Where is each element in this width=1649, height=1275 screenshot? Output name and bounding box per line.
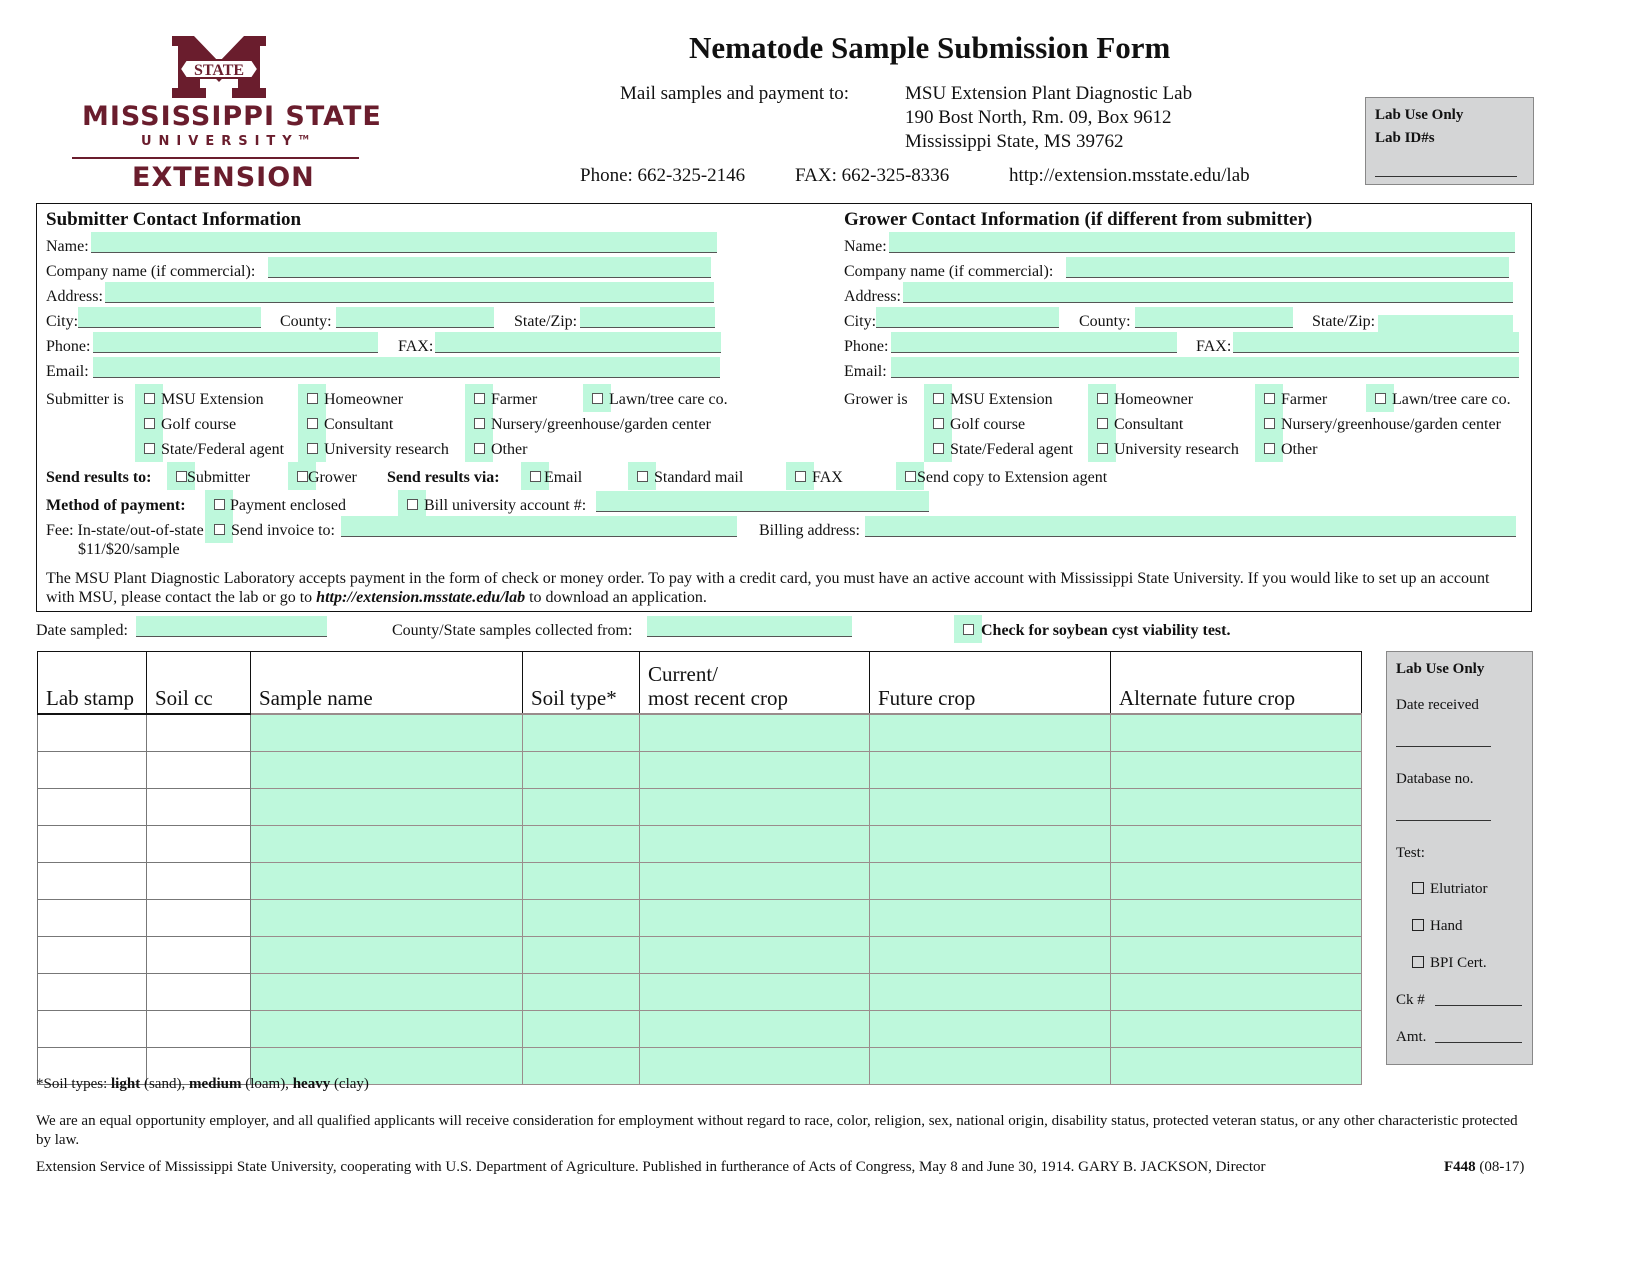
date-received-line[interactable] [1396,746,1491,747]
lab-stamp-cell [38,900,147,937]
submitter-fax-field[interactable] [435,332,721,353]
submitter-agent-checkbox[interactable] [135,434,163,462]
submitter-city-field[interactable] [78,307,261,328]
future-crop-cell[interactable] [870,714,1111,752]
current-crop-cell[interactable] [640,974,870,1011]
soil-cc-cell [147,863,251,900]
date-sampled-field[interactable] [136,616,327,637]
submitter-name-label: Name: [46,238,89,255]
future-crop-cell[interactable] [870,937,1111,974]
submitter-email-field[interactable] [93,357,720,378]
alt-future-crop-cell[interactable] [1111,937,1362,974]
send-results-via-label: Send results via: [387,469,500,486]
submitter-email-label: Email: [46,363,89,380]
submitter-golf-checkbox[interactable] [135,409,163,437]
sample-name-cell[interactable] [251,1011,523,1048]
current-crop-cell[interactable] [640,937,870,974]
table-row [38,900,1362,937]
phone: Phone: 662-325-2146 [580,165,746,186]
table-header-row [38,652,1362,715]
soil-type-cell[interactable] [523,974,640,1011]
submitter-statezip-label: State/Zip: [514,313,578,330]
table-row [38,863,1362,900]
submitter-lawn-checkbox[interactable] [583,384,611,412]
sample-name-cell[interactable] [251,752,523,789]
submitter-opt-label: University research [324,441,449,458]
soil-type-cell[interactable] [523,714,640,752]
submitter-heading: Submitter Contact Information [46,209,302,230]
alt-future-crop-cell[interactable] [1111,789,1362,826]
grower-opt-label: Lawn/tree care co. [1392,391,1511,408]
grower-name-field[interactable] [889,232,1515,253]
submitter-phone-field[interactable] [93,332,378,353]
soil-type-cell[interactable] [523,863,640,900]
submitter-address-label: Address: [46,288,103,305]
via-mail-checkbox[interactable] [628,462,656,490]
soil-cc-cell [147,789,251,826]
col-sample-name: Sample name [251,652,523,715]
submitter-fax-label: FAX: [398,338,434,355]
form-number: F448 (08-17) [1444,1159,1525,1175]
current-crop-cell[interactable] [640,863,870,900]
results-to-submitter-label: Submitter [187,469,251,486]
submitter-address-field[interactable] [105,282,714,303]
billing-address-field[interactable] [865,516,1516,537]
soil-cc-cell [147,752,251,789]
side-lab-use-title: Lab Use Only [1396,661,1485,677]
website-link[interactable]: http://extension.msstate.edu/lab [1009,165,1250,186]
submitter-company-field[interactable] [268,257,711,278]
lab-use-box-top [1365,97,1534,185]
soybean-cyst-checkbox[interactable] [954,615,982,643]
lab-stamp-cell [38,789,147,826]
submitter-farmer-checkbox[interactable] [465,384,493,412]
lab-use-title: Lab Use Only [1375,107,1464,123]
sample-rows [38,714,1362,1085]
future-crop-cell[interactable] [870,1011,1111,1048]
sample-name-cell[interactable] [251,900,523,937]
soil-type-cell[interactable] [523,752,640,789]
grower-homeowner-checkbox[interactable] [1088,384,1116,412]
lab-stamp-cell [38,937,147,974]
database-label: Database no. [1396,771,1474,787]
sample-name-cell[interactable] [251,863,523,900]
submitter-type-label: Submitter is [46,391,124,408]
submitter-opt-label: Golf course [161,416,237,433]
soil-cc-cell [147,900,251,937]
payment-note: The MSU Plant Diagnostic Laboratory accepts payment in the form of check or money order. To pay with a credit card, you must have an active account with Mississippi State University. If you would like to set up an account with MSU, please contact the lab or go to http://extension.msstate.edu/lab to download an application. [46,570,1490,606]
eeo-statement: We are an equal opportunity employer, and all qualified applicants will receive consideration for employment without regard to race, color, religion, sex, national origin, disability status, protected veteran status, or any other characteristic protected by law. [36,1113,1518,1148]
col-soil-type: Soil type* [523,652,640,715]
logo-university: UNIVERSITY™ [141,134,309,149]
test-elutriator[interactable]: Elutriator [1412,880,1487,898]
col-soil-cc: Soil cc [147,652,251,715]
grower-city-label: City: [844,313,877,330]
soil-type-cell[interactable] [523,1048,640,1085]
soil-cc-cell [147,974,251,1011]
payment-enclosed-checkbox[interactable] [205,490,233,518]
billing-address-label: Billing address: [759,522,860,539]
sample-name-cell[interactable] [251,789,523,826]
grower-county-field[interactable] [1135,307,1293,328]
soil-type-cell[interactable] [523,937,640,974]
via-fax-label: FAX [812,469,843,486]
sample-name-cell[interactable] [251,826,523,863]
soil-cc-cell [147,1011,251,1048]
invoice-recipient-field[interactable] [341,516,737,537]
county-state-label: County/State samples collected from: [392,622,633,639]
grower-agent-checkbox[interactable] [924,434,952,462]
hand-checkbox-icon [1412,919,1424,931]
send-invoice-checkbox[interactable] [205,515,233,543]
submitter-msu-extension-checkbox[interactable] [135,384,163,412]
current-crop-cell[interactable] [640,1048,870,1085]
application-link[interactable]: http://extension.msstate.edu/lab [316,589,526,606]
col-alt-future-crop: Alternate future crop [1111,652,1362,715]
submitter-opt-label: Homeowner [324,391,404,408]
submitter-consultant-checkbox[interactable] [298,409,326,437]
table-row [38,789,1362,826]
alt-future-crop-cell[interactable] [1111,900,1362,937]
current-crop-cell[interactable] [640,900,870,937]
submitter-phone-label: Phone: [46,338,91,355]
soil-cc-cell [147,937,251,974]
submitter-city-label: City: [46,313,79,330]
current-crop-cell[interactable] [640,1011,870,1048]
alt-future-crop-cell[interactable] [1111,863,1362,900]
soybean-cyst-label: Check for soybean cyst viability test. [981,622,1231,639]
submitter-opt-label: Nursery/greenhouse/garden center [491,416,711,433]
soil-cc-cell [147,714,251,752]
submitter-opt-label: Lawn/tree care co. [609,391,728,408]
grower-address-label: Address: [844,288,901,305]
alt-future-crop-cell[interactable] [1111,974,1362,1011]
grower-opt-label: MSU Extension [950,391,1053,408]
grower-opt-label: Golf course [950,416,1026,433]
address-line-1: MSU Extension Plant Diagnostic Lab [905,83,1193,104]
soil-types-note: *Soil types: light (sand), medium (loam), heavy (clay) [36,1076,369,1092]
submitter-county-label: County: [280,313,332,330]
submitter-opt-label: Consultant [324,416,394,433]
elutriator-checkbox-icon [1412,882,1424,894]
alt-future-crop-cell[interactable] [1111,1048,1362,1085]
future-crop-cell[interactable] [870,900,1111,937]
current-crop-cell[interactable] [640,714,870,752]
ck-label: Ck # [1396,992,1425,1008]
soil-type-cell[interactable] [523,826,640,863]
grower-email-field[interactable] [891,357,1519,378]
submitter-opt-label: Farmer [491,391,538,408]
amt-line[interactable] [1435,1042,1522,1043]
county-state-field[interactable] [647,616,852,637]
grower-opt-label: Homeowner [1114,391,1194,408]
submitter-name-field[interactable] [91,232,717,253]
soil-type-cell[interactable] [523,789,640,826]
fax: FAX: 662-325-8336 [795,165,950,186]
grower-phone-label: Phone: [844,338,889,355]
date-received-label: Date received [1396,697,1479,713]
logo-extension: EXTENSION [132,162,315,193]
grower-golf-checkbox[interactable] [924,409,952,437]
future-crop-cell[interactable] [870,789,1111,826]
sample-name-cell[interactable] [251,937,523,974]
payment-enclosed-label: Payment enclosed [230,497,346,514]
table-row [38,752,1362,789]
results-to-grower-label: Grower [308,469,357,486]
grower-fax-label: FAX: [1196,338,1232,355]
submitter-county-field[interactable] [336,307,494,328]
lab-stamp-cell [38,1011,147,1048]
submitter-opt-label: Other [491,441,528,458]
test-bpi[interactable]: BPI Cert. [1412,954,1487,972]
fee-label-line1: Fee: In-state/out-of-state [46,522,204,539]
grower-name-label: Name: [844,238,887,255]
grower-opt-label: Other [1281,441,1318,458]
table-row [38,1011,1362,1048]
current-crop-cell[interactable] [640,752,870,789]
future-crop-cell[interactable] [870,826,1111,863]
current-crop-cell[interactable] [640,789,870,826]
table-row [38,826,1362,863]
submitter-homeowner-checkbox[interactable] [298,384,326,412]
database-line[interactable] [1396,820,1491,821]
logo-divider [72,157,359,159]
send-results-to-label: Send results to: [46,469,152,486]
grower-statezip-label: State/Zip: [1312,313,1376,330]
test-hand[interactable]: Hand [1412,917,1463,935]
grower-company-label: Company name (if commercial): [844,263,1054,280]
bill-university-label: Bill university account #: [424,497,587,514]
lab-id-line [1375,176,1517,177]
grower-heading: Grower Contact Information (if different from submitter) [844,209,1313,230]
address-line-2: 190 Bost North, Rm. 09, Box 9612 [905,107,1172,128]
send-invoice-label: Send invoice to: [231,522,335,539]
future-crop-cell[interactable] [870,752,1111,789]
lab-stamp-cell [38,714,147,752]
extension-statement: Extension Service of Mississippi State University, cooperating with U.S. Department of Agriculture. Published in furtherance of Acts of Congress, May 8 and June 30, 1914. GARY B. JACKSON, Director [36,1159,1266,1175]
amt-label: Amt. [1396,1029,1427,1045]
grower-opt-label: Farmer [1281,391,1328,408]
future-crop-cell[interactable] [870,974,1111,1011]
grower-fax-field[interactable] [1233,332,1519,353]
copy-agent-label: Send copy to Extension agent [917,469,1108,486]
lab-use-box-side [1386,651,1533,1065]
lab-id-label: Lab ID#s [1375,130,1435,146]
future-crop-cell[interactable] [870,1048,1111,1085]
mail-label: Mail samples and payment to: [620,83,850,104]
submitter-research-checkbox[interactable] [298,434,326,462]
current-crop-cell[interactable] [640,826,870,863]
soil-type-cell[interactable] [523,900,640,937]
table-row [38,937,1362,974]
submitter-other-checkbox[interactable] [465,434,493,462]
submitter-statezip-field[interactable] [580,307,715,328]
test-label: Test: [1396,845,1425,861]
lab-stamp-cell [38,863,147,900]
sample-name-cell[interactable] [251,714,523,752]
grower-company-field[interactable] [1066,257,1509,278]
soil-cc-cell [147,826,251,863]
grower-opt-label: State/Federal agent [950,441,1074,458]
msu-m-shield-icon [172,36,266,98]
university-account-field[interactable] [596,491,929,512]
grower-research-checkbox[interactable] [1088,434,1116,462]
sample-table [37,651,1362,1085]
col-future-crop: Future crop [870,652,1111,715]
payment-method-label: Method of payment: [46,497,186,514]
lab-stamp-cell [38,974,147,1011]
grower-county-label: County: [1079,313,1131,330]
grower-opt-label: University research [1114,441,1239,458]
submitter-opt-label: State/Federal agent [161,441,285,458]
via-email-label: Email [544,469,583,486]
alt-future-crop-cell[interactable] [1111,1011,1362,1048]
grower-opt-label: Nursery/greenhouse/garden center [1281,416,1501,433]
address-line-3: Mississippi State, MS 39762 [905,131,1124,152]
submitter-company-label: Company name (if commercial): [46,263,256,280]
grower-email-label: Email: [844,363,887,380]
grower-other-checkbox[interactable] [1255,434,1283,462]
page-title: Nematode Sample Submission Form [689,30,1171,65]
soil-type-cell[interactable] [523,1011,640,1048]
col-current-crop: Current/ most recent crop [640,652,870,715]
future-crop-cell[interactable] [870,863,1111,900]
table-row [38,714,1362,752]
shield-text: STATE [193,62,245,79]
grower-nursery-checkbox[interactable] [1255,409,1283,437]
grower-type-label: Grower is [844,391,908,408]
table-row [38,974,1362,1011]
logo-name: MISSISSIPPI STATE [82,101,382,132]
submitter-nursery-checkbox[interactable] [465,409,493,437]
bpi-checkbox-icon [1412,956,1424,968]
sample-name-cell[interactable] [251,974,523,1011]
grower-consultant-checkbox[interactable] [1088,409,1116,437]
grower-opt-label: Consultant [1114,416,1184,433]
grower-phone-field[interactable] [891,332,1177,353]
submitter-opt-label: MSU Extension [161,391,264,408]
via-mail-label: Standard mail [654,469,744,486]
grower-city-field[interactable] [876,307,1059,328]
ck-line[interactable] [1435,1005,1522,1006]
date-sampled-label: Date sampled: [36,622,128,639]
col-lab-stamp: Lab stamp [38,652,147,715]
grower-lawn-checkbox[interactable] [1366,384,1394,412]
grower-msu-extension-checkbox[interactable] [924,384,952,412]
alt-future-crop-cell[interactable] [1111,826,1362,863]
grower-address-field[interactable] [903,282,1513,303]
alt-future-crop-cell[interactable] [1111,752,1362,789]
bill-university-checkbox[interactable] [398,490,426,518]
grower-farmer-checkbox[interactable] [1255,384,1283,412]
lab-stamp-cell [38,752,147,789]
via-fax-checkbox[interactable] [786,462,814,490]
lab-stamp-cell [38,826,147,863]
fee-label-line2: $11/$20/sample [78,541,180,558]
alt-future-crop-cell[interactable] [1111,714,1362,752]
